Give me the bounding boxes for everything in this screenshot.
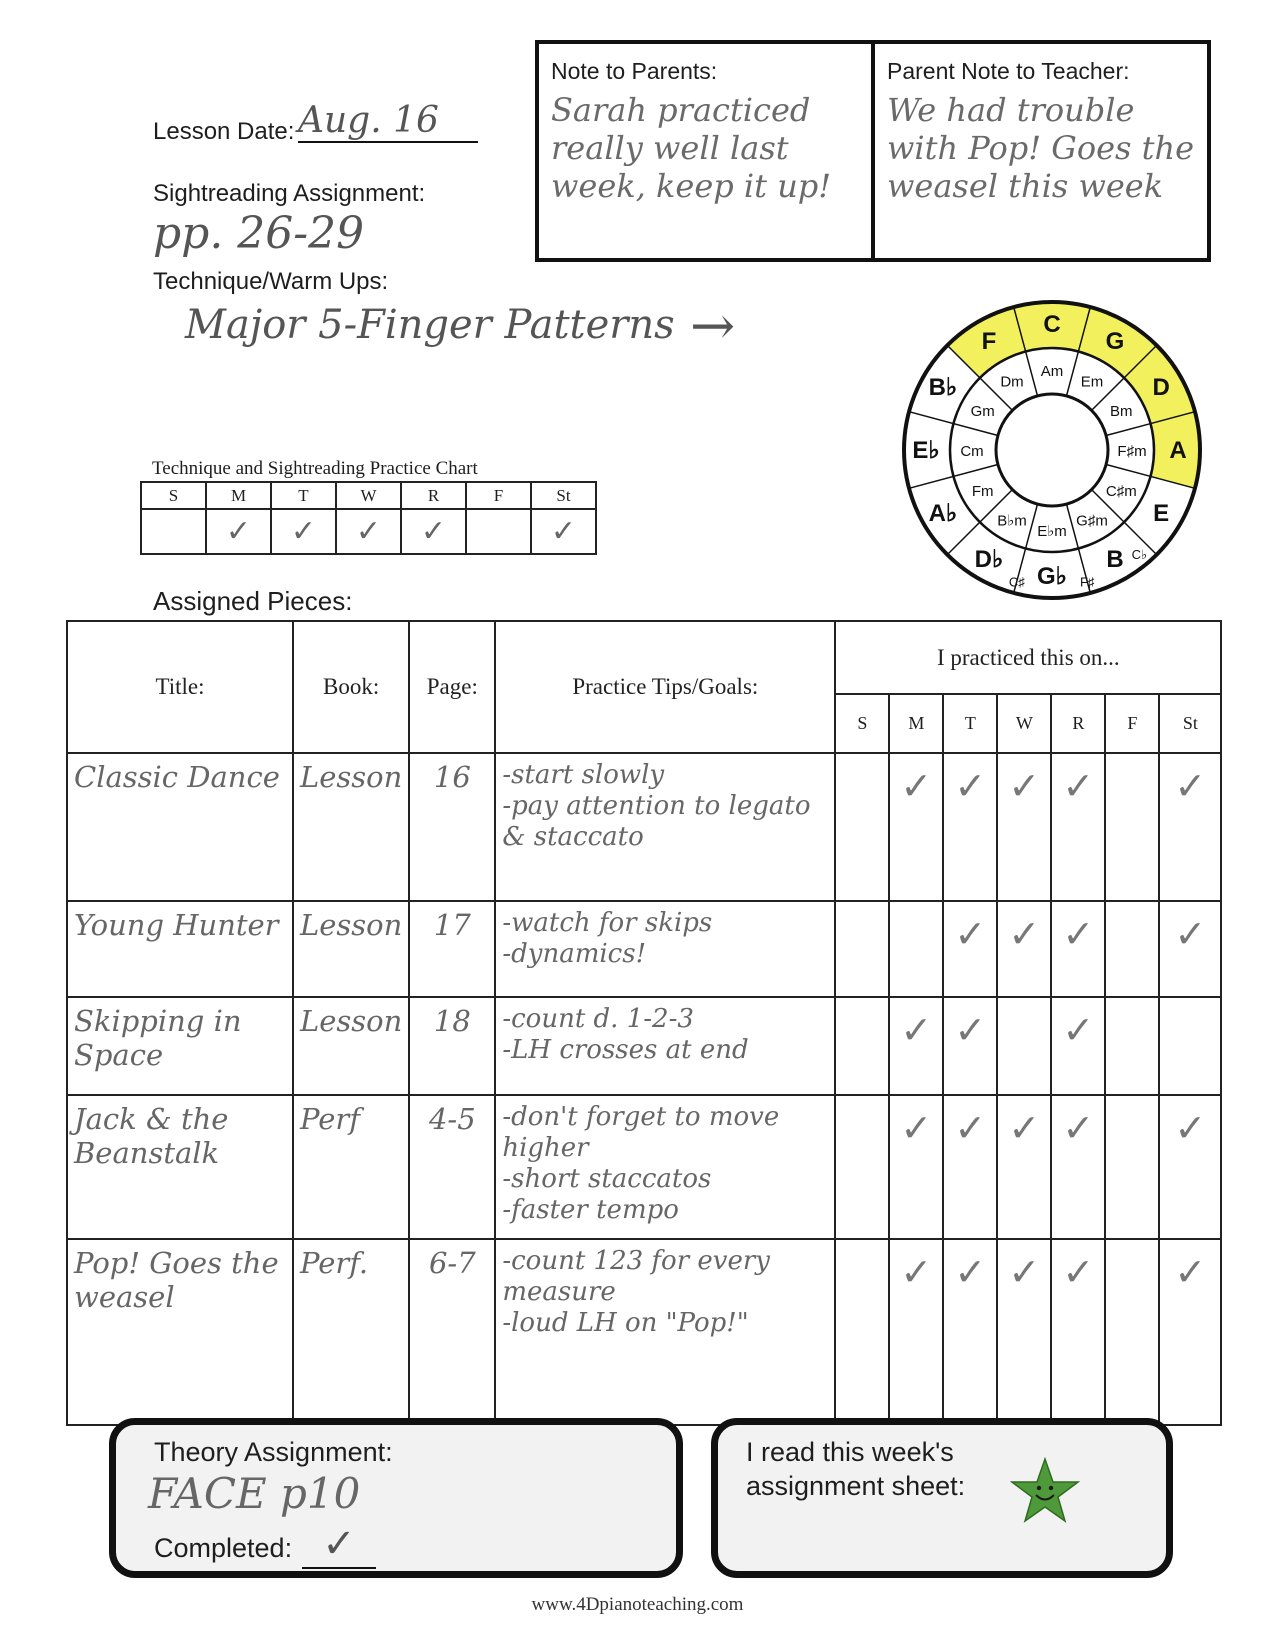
tchart-check[interactable]: ✓ [206, 509, 271, 554]
assigned-pieces-label: Assigned Pieces: [153, 586, 353, 616]
major-key-label: C [1043, 311, 1061, 338]
technique-label: Technique/Warm Ups: [153, 268, 389, 295]
sightreading-label: Sightreading Assignment: [153, 180, 426, 207]
piece-page[interactable]: 16 [409, 753, 495, 901]
major-key-label: D [1152, 374, 1170, 401]
practice-check[interactable]: ✓ [889, 1239, 943, 1425]
practice-check[interactable]: ✓ [943, 997, 997, 1095]
major-key-label: G [1105, 327, 1125, 355]
table-row [67, 997, 1221, 1095]
practice-check[interactable]: ✓ [1051, 901, 1105, 997]
tchart-check[interactable]: ✓ [336, 509, 401, 554]
practice-check[interactable]: ✓ [943, 753, 997, 901]
enharmonic-key-label: F♯ [1079, 574, 1095, 590]
practice-check[interactable]: ✓ [997, 753, 1051, 901]
practice-check[interactable]: ✓ [889, 997, 943, 1095]
circle-of-fifths [895, 298, 1209, 600]
major-key-label: D♭ [974, 546, 1004, 574]
practice-check[interactable]: ✓ [997, 901, 1051, 997]
note-to-parents [539, 44, 871, 258]
note-to-parents-label: Note to Parents: [551, 58, 718, 84]
minor-key-label: Gm [970, 403, 995, 420]
day-f: F [1105, 694, 1159, 753]
piece-page[interactable]: 4-5 [409, 1095, 495, 1239]
practice-check[interactable] [835, 1239, 889, 1425]
note-to-teacher-text[interactable]: We had trouble with Pop! Goes the weasel this week [887, 91, 1195, 205]
practice-check[interactable]: ✓ [997, 1239, 1051, 1425]
read-sheet-box [711, 1418, 1173, 1578]
inner-ring [996, 394, 1108, 506]
note-to-parents-text[interactable]: Sarah practiced really well last week, keep it up! [551, 91, 832, 205]
major-key-label: E [1153, 500, 1170, 527]
smiley-star-icon[interactable] [1010, 1457, 1080, 1525]
practice-check[interactable]: ✓ [943, 1095, 997, 1239]
day-w: W [997, 694, 1051, 753]
minor-key-label: Bm [1110, 403, 1133, 420]
practice-check[interactable] [835, 997, 889, 1095]
piece-tips[interactable]: -start slowly -pay attention to legato & staccato [495, 753, 835, 901]
tchart-check[interactable]: ✓ [531, 509, 596, 554]
practice-check[interactable]: ✓ [943, 901, 997, 997]
piece-page[interactable]: 6-7 [409, 1239, 495, 1425]
practice-check[interactable] [1105, 901, 1159, 997]
table-row [67, 1095, 1221, 1239]
day-m: M [889, 694, 943, 753]
table-row [67, 753, 1221, 901]
practice-check[interactable] [1159, 997, 1221, 1095]
practice-check[interactable] [1105, 1095, 1159, 1239]
piece-book[interactable]: Perf. [293, 1239, 409, 1425]
lesson-date-label: Lesson Date: [153, 118, 295, 145]
sightreading-value[interactable]: pp. 26-29 [153, 208, 365, 259]
piece-book[interactable]: Lesson [293, 997, 409, 1095]
tchart-day-r: R [401, 482, 466, 509]
header-practiced: I practiced this on... [835, 621, 1221, 694]
completed-check[interactable]: ✓ [302, 1521, 376, 1569]
minor-key-label: Am [1040, 363, 1064, 380]
major-key-label: F [981, 327, 997, 355]
minor-key-label: G♯m [1076, 512, 1108, 530]
major-key-label: G♭ [1037, 563, 1067, 590]
practice-check[interactable]: ✓ [1051, 997, 1105, 1095]
piece-book[interactable]: Lesson [293, 901, 409, 997]
tchart-day-t: T [271, 482, 336, 509]
arrow-icon: → [690, 294, 736, 357]
major-key-label: E♭ [912, 437, 940, 464]
lesson-date-value[interactable]: Aug. 16 [298, 100, 478, 143]
major-key-label: A♭ [928, 500, 958, 527]
practice-check[interactable] [835, 1095, 889, 1239]
piece-title[interactable]: Young Hunter [67, 901, 293, 997]
practice-check[interactable] [997, 997, 1051, 1095]
tchart-check[interactable]: ✓ [271, 509, 336, 554]
header-tips: Practice Tips/Goals: [495, 621, 835, 753]
header-book: Book: [293, 621, 409, 753]
practice-check[interactable] [835, 753, 889, 901]
note-to-teacher [871, 44, 1207, 258]
note-to-teacher-label: Parent Note to Teacher: [887, 58, 1130, 84]
major-key-label: B [1106, 546, 1124, 574]
tchart-day-m: M [206, 482, 271, 509]
piece-tips[interactable]: -don't forget to move higher -short staccatos -faster tempo [495, 1095, 835, 1239]
practice-check[interactable]: ✓ [997, 1095, 1051, 1239]
technique-chart [140, 481, 597, 555]
tchart-day-st: St [531, 482, 596, 509]
major-key-label: A [1169, 437, 1187, 464]
piece-book[interactable]: Lesson [293, 753, 409, 901]
practice-check[interactable]: ✓ [1051, 753, 1105, 901]
practice-check[interactable] [889, 901, 943, 997]
piece-page[interactable]: 17 [409, 901, 495, 997]
practice-check[interactable]: ✓ [1159, 901, 1221, 997]
practice-check[interactable] [1105, 997, 1159, 1095]
practice-check[interactable]: ✓ [1051, 1095, 1105, 1239]
piece-title[interactable]: Jack & the Beanstalk [67, 1095, 293, 1239]
piece-book[interactable]: Perf [293, 1095, 409, 1239]
practice-check[interactable]: ✓ [943, 1239, 997, 1425]
notes-box [535, 40, 1211, 262]
practice-check[interactable] [835, 901, 889, 997]
table-row [67, 1239, 1221, 1425]
practice-check[interactable] [1105, 1239, 1159, 1425]
read-sheet-label-1: I read this week's [746, 1437, 954, 1467]
technique-chart-title: Technique and Sightreading Practice Chart [152, 458, 478, 479]
tchart-day-s: S [141, 482, 206, 509]
minor-key-label: E♭m [1037, 523, 1067, 540]
practice-check[interactable]: ✓ [1159, 1095, 1221, 1239]
theory-box [109, 1418, 683, 1578]
practice-check[interactable]: ✓ [1051, 1239, 1105, 1425]
practice-check[interactable]: ✓ [1159, 753, 1221, 901]
tchart-check[interactable]: ✓ [401, 509, 466, 554]
day-st: St [1159, 694, 1221, 753]
piece-title[interactable]: Pop! Goes the weasel [67, 1239, 293, 1425]
minor-key-label: Em [1080, 373, 1104, 391]
header-title: Title: [67, 621, 293, 753]
day-s: S [835, 694, 889, 753]
piece-title[interactable]: Skipping in Space [67, 997, 293, 1095]
table-row [67, 901, 1221, 997]
theory-label: Theory Assignment: [154, 1437, 393, 1467]
piece-tips[interactable]: -count d. 1-2-3 -LH crosses at end [495, 997, 835, 1095]
practice-check[interactable]: ✓ [1159, 1239, 1221, 1425]
major-key-label: B♭ [928, 374, 958, 401]
practice-check[interactable]: ✓ [889, 753, 943, 901]
piece-page[interactable]: 18 [409, 997, 495, 1095]
minor-key-label: Cm [960, 443, 984, 460]
minor-key-label: Dm [1000, 373, 1024, 391]
read-sheet-label-2: assignment sheet: [746, 1471, 966, 1501]
minor-key-label: Fm [971, 483, 994, 500]
header-page: Page: [409, 621, 495, 753]
theory-value[interactable]: FACE p10 [148, 1469, 361, 1518]
practice-check[interactable]: ✓ [889, 1095, 943, 1239]
day-r: R [1051, 694, 1105, 753]
footer-url[interactable]: www.4Dpianoteaching.com [531, 1594, 744, 1615]
minor-key-label: C♯m [1105, 483, 1137, 500]
technique-value[interactable]: Major 5-Finger Patterns [185, 302, 675, 348]
minor-key-label: F♯m [1117, 443, 1147, 460]
practice-check[interactable] [1105, 753, 1159, 901]
tchart-day-f: F [466, 482, 531, 509]
piece-tips[interactable]: -watch for skips -dynamics! [495, 901, 835, 997]
day-t: T [943, 694, 997, 753]
tchart-check[interactable] [141, 509, 206, 554]
minor-key-label: B♭m [997, 512, 1027, 530]
enharmonic-key-label: C♯ [1008, 574, 1025, 590]
completed-label: Completed: [154, 1533, 293, 1563]
tchart-day-w: W [336, 482, 401, 509]
piece-title[interactable]: Classic Dance [67, 753, 293, 901]
tchart-check[interactable] [466, 509, 531, 554]
assigned-pieces-table [66, 620, 1222, 1426]
enharmonic-key-label: C♭ [1131, 547, 1148, 563]
piece-tips[interactable]: -count 123 for every measure -loud LH on "Pop!" [495, 1239, 835, 1425]
